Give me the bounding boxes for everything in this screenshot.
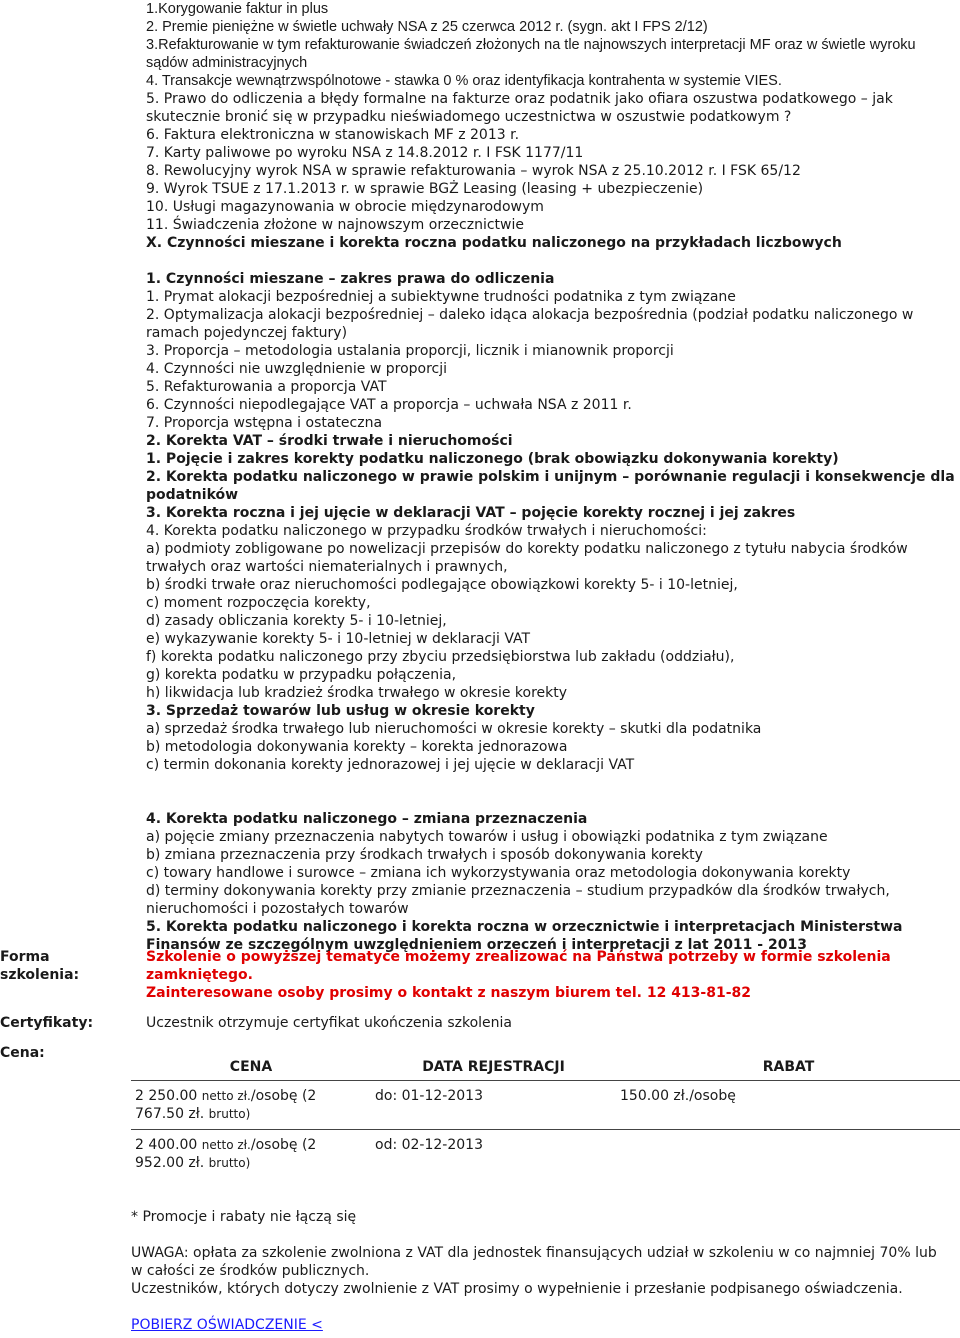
price-net: 2 250.00 (135, 1088, 198, 1104)
list-item: 6. Faktura elektroniczna w stanowiskach MF z 2013 r. (146, 127, 520, 143)
list-item: g) korekta podatku w przypadku połączenia, (146, 667, 457, 683)
cena-label: Cena: (0, 1045, 45, 1061)
certyfikaty-text: Uczestnik otrzymuje certyfikat ukończenia szkolenia (146, 1015, 512, 1031)
list-item: 2. Premie pieniężne w świetle uchwały NSA z 25 czerwca 2012 r. (sygn. akt I FPS 2/12) (146, 19, 708, 35)
section-heading: 2. Korekta podatku naliczonego w prawie polskim i unijnym – porównanie regulacji i konsekwencje dla podatników (146, 469, 955, 503)
table-row (131, 1130, 960, 1179)
list-item: e) wykazywanie korekty 5- i 10-letniej w deklaracji VAT (146, 631, 531, 647)
pobierz-oswiadczenie-link[interactable]: POBIERZ OŚWIADCZENIE < (131, 1317, 323, 1333)
list-item: d) terminy dokonywania korekty przy zmianie przeznaczenia – studium przypadków dla środków trwałych, nieruchomości i pozostałych towarów (146, 883, 890, 917)
spacer (146, 252, 958, 270)
forma-label (0, 948, 79, 984)
header-rabat: RABAT (616, 1054, 960, 1081)
program-content (146, 0, 958, 954)
list-item: 5. Refakturowania a proporcja VAT (146, 379, 387, 395)
list-item: 8. Rewolucyjny wyrok NSA w sprawie refakturowania – wyrok NSA z 25.10.2012 r. I FSK 65/12 (146, 163, 801, 179)
list-item: b) środki trwałe oraz nieruchomości podlegające obowiązkowi korekty 5- i 10-letniej, (146, 577, 738, 593)
list-item: 3.Refakturowanie w tym refakturowanie świadczeń złożonych na tle najnowszych interpretacji MF oraz w świetle wyroku sądów administracyjnych (146, 37, 916, 71)
list-item: 4. Czynności nie uwzględnienie w proporcji (146, 361, 448, 377)
date-cell: od: 02-12-2013 (375, 1137, 483, 1153)
list-item: 1. Prymat alokacji bezpośredniej a subiektywne trudności podatnika z tym związane (146, 289, 736, 305)
list-item: 1.Korygowanie faktur in plus (146, 1, 329, 17)
price-cell (131, 1130, 371, 1179)
section-heading: 1. Pojęcie i zakres korekty podatku naliczonego (brak obowiązku dokonywania korekty) (146, 451, 839, 467)
brutto-label: brutto) (208, 1156, 251, 1170)
list-item: a) sprzedaż środka trwałego lub nieruchomości w okresie korekty – skutki dla podatnika (146, 721, 762, 737)
list-item: 4. Transakcje wewnątrzwspólnotowe - stawka 0 % oraz identyfikacja kontrahenta w systemie VIES. (146, 73, 782, 89)
certyfikaty-label: Certyfikaty: (0, 1015, 94, 1031)
netto-label: netto zł. (201, 1089, 251, 1103)
section-heading: 3. Korekta roczna i jej ujęcie w deklaracji VAT – pojęcie korekty rocznej i jej zakres (146, 505, 796, 521)
list-item: 6. Czynności niepodlegające VAT a proporcja – uchwała NSA z 2011 r. (146, 397, 632, 413)
section-heading: 1. Czynności mieszane – zakres prawa do odliczenia (146, 271, 555, 287)
brutto-label: brutto) (208, 1107, 251, 1121)
list-item: 11. Świadczenia złożone w najnowszym orzecznictwie (146, 217, 524, 233)
date-cell: do: 01-12-2013 (371, 1081, 616, 1130)
list-item: 7. Karty paliwowe po wyroku NSA z 14.8.2012 r. I FSK 1177/11 (146, 145, 584, 161)
netto-label: netto zł. (201, 1138, 251, 1152)
list-item: b) zmiana przeznaczenia przy środkach trwałych i sposób dokonywania korekty (146, 847, 703, 863)
section-heading: X. Czynności mieszane i korekta roczna podatku naliczonego na przykładach liczbowych (146, 235, 842, 251)
list-item: 5. Prawo do odliczenia a błędy formalne na fakturze oraz podatnik jako ofiara oszustwa podatkowego – jak skutecznie bronić się w przypadku nieświadomego uczestnictwa w oszustwie podatkowym ? (146, 91, 893, 125)
section-heading: 4. Korekta podatku naliczonego – zmiana przeznaczenia (146, 811, 588, 827)
header-cena: CENA (131, 1054, 371, 1081)
list-item: a) pojęcie zmiany przeznaczenia nabytych towarów i usług i obowiązki podatnika z tym związane (146, 829, 828, 845)
forma-text-line2: Zainteresowane osoby prosimy o kontakt z naszym biurem tel. 12 413-81-82 (146, 985, 752, 1001)
section-heading: 3. Sprzedaż towarów lub usług w okresie korekty (146, 703, 535, 719)
list-item: c) termin dokonania korekty jednorazowej i jej ujęcie w deklaracji VAT (146, 757, 635, 773)
header-data-rejestracji: DATA REJESTRACJI (371, 1054, 616, 1081)
price-gross: 767.50 zł. (135, 1106, 205, 1122)
price-cell (131, 1081, 371, 1130)
list-item: 3. Proporcja – metodologia ustalania proporcji, licznik i mianownik proporcji (146, 343, 674, 359)
list-item: 10. Usługi magazynowania w obrocie międzynarodowym (146, 199, 544, 215)
forma-text-line1: Szkolenie o powyższej tematyce możemy zrealizować na Państwa potrzeby w formie szkolenia zamkniętego. (146, 949, 891, 983)
list-item: c) towary handlowe i surowce – zmiana ich wykorzystywania oraz metodologia dokonywania korekty (146, 865, 851, 881)
forma-label-line1: Forma (0, 949, 50, 965)
list-item: 7. Proporcja wstępna i ostateczna (146, 415, 383, 431)
list-item: f) korekta podatku naliczonego przy zbyciu przedsiębiorstwa lub zakładu (oddziału), (146, 649, 735, 665)
per-person: /osobę (2 (250, 1088, 317, 1104)
uczestnikow-note: Uczestników, których dotyczy zwolnienie z VAT prosimy o wypełnienie i przesłanie podpisanego oświadczenia. (131, 1281, 903, 1297)
price-table-header (131, 1054, 960, 1081)
section-heading: 2. Korekta VAT – środki trwałe i nieruchomości (146, 433, 513, 449)
section-heading: 5. Korekta podatku naliczonego i korekta roczna w orzecznictwie i interpretacjach Ministerstwa Finansów ze szczególnym uwzględnieniem orzeczeń i interpretacji z lat 2011 - 2013 (146, 919, 903, 953)
list-item: c) moment rozpoczęcia korekty, (146, 595, 371, 611)
price-table (131, 1054, 960, 1178)
per-person: /osobę (2 (250, 1137, 317, 1153)
discount-cell: 150.00 zł./osobę (616, 1081, 960, 1130)
list-item: b) metodologia dokonywania korekty – korekta jednorazowa (146, 739, 568, 755)
discount-cell (616, 1130, 960, 1179)
uwaga-note: UWAGA: opłata za szkolenie zwolniona z VAT dla jednostek finansujących udział w szkoleniu w co najmniej 70% lub w całości ze środków publicznych. (131, 1245, 937, 1279)
spacer (146, 774, 958, 810)
price-net: 2 400.00 (135, 1137, 198, 1153)
list-item: a) podmioty zobligowane po nowelizacji przepisów do korekty podatku naliczonego z tytułu nabycia środków trwałych oraz wartości niematerialnych i prawnych, (146, 541, 908, 575)
promo-note: * Promocje i rabaty nie łączą się (131, 1209, 357, 1225)
list-item: h) likwidacja lub kradzież środka trwałego w okresie korekty (146, 685, 568, 701)
list-item: d) zasady obliczania korekty 5- i 10-letniej, (146, 613, 447, 629)
list-item: 9. Wyrok TSUE z 17.1.2013 r. w sprawie BGŻ Leasing (leasing + ubezpieczenie) (146, 181, 704, 197)
table-row (131, 1081, 960, 1130)
list-item: 2. Optymalizacja alokacji bezpośredniej – daleko idąca alokacja bezpośrednia (podział podatku naliczonego w ramach pojedynczej faktury) (146, 307, 914, 341)
forma-label-line2: szkolenia: (0, 967, 80, 983)
forma-text (146, 948, 958, 1002)
price-gross: 952.00 zł. (135, 1155, 205, 1171)
list-item: 4. Korekta podatku naliczonego w przypadku środków trwałych i nieruchomości: (146, 523, 707, 539)
